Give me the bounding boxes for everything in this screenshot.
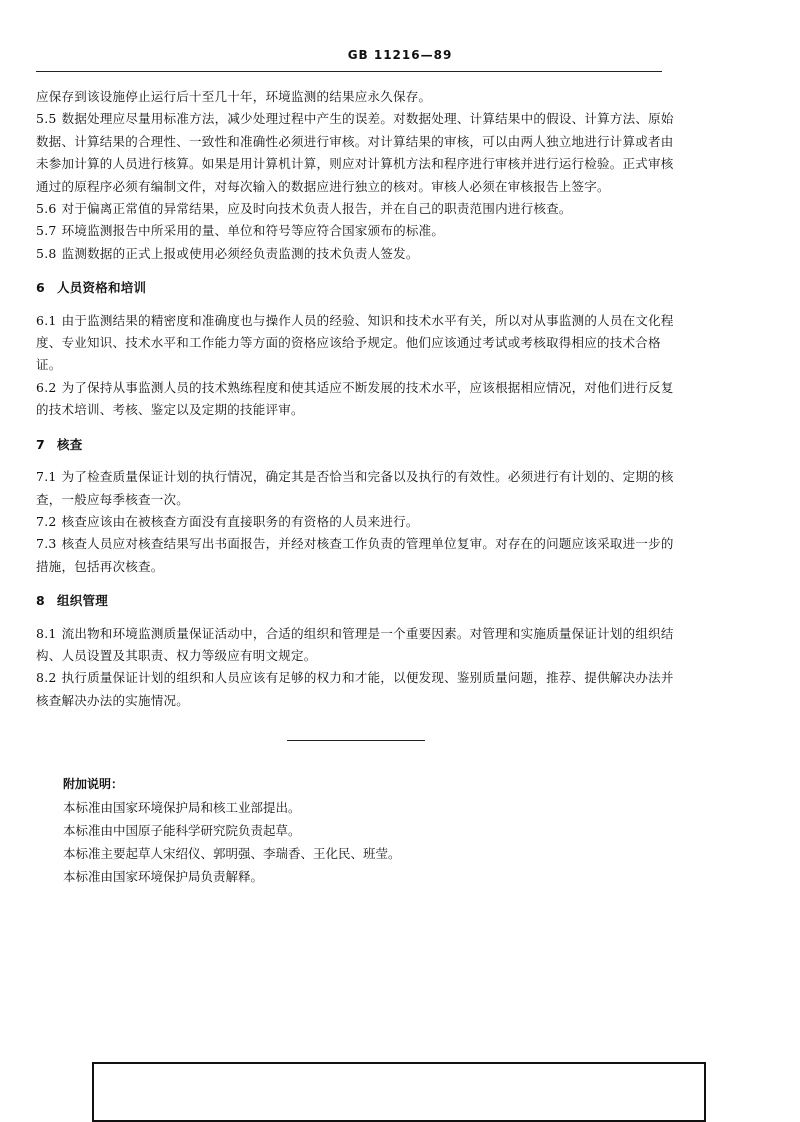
clause-number: 8.2 <box>36 670 57 686</box>
header-rule <box>36 71 662 72</box>
paragraph-8-2: 8.2 执行质量保证计划的组织和人员应该有足够的权力和才能，以便发现、鉴别质量问题，推荐、提供解决办法并核查解决办法的实施情况。 <box>36 670 674 708</box>
end-divider <box>287 740 425 741</box>
note-line: 本标准由国家环境保护局和核工业部提出。 <box>63 800 301 815</box>
paragraph-continuation: 应保存到该设施停止运行后十至几十年，环境监测的结果应永久保存。 <box>36 89 432 104</box>
paragraph-6-2: 6.2 为了保持从事监测人员的技术熟练程度和使其适应不断发展的技术水平，应该根据相应情况，对他们进行反复的技术培训、考核、鉴定以及定期的技能评审。 <box>36 379 674 418</box>
clause-number: 8.1 <box>36 625 57 641</box>
section-heading-6: 6 人员资格和培训 <box>36 280 147 296</box>
clause-number: 7.1 <box>36 469 57 485</box>
clause-number: 5.7 <box>36 223 57 239</box>
bottom-frame-box <box>92 1062 706 1122</box>
clause-number: 6.2 <box>36 379 57 395</box>
standard-number-header: GB 11216—89 <box>347 48 453 62</box>
paragraph-7-2: 7.2 核查应该由在被核查方面没有直接职务的有资格的人员来进行。 <box>36 513 419 529</box>
notes-title: 附加说明： <box>63 777 124 791</box>
paragraph-5-7: 5.7 环境监测报告中所采用的量、单位和符号等应符合国家颁布的标准。 <box>36 223 445 239</box>
note-line: 本标准由国家环境保护局负责解释。 <box>63 869 264 884</box>
clause-number: 5.5 <box>36 111 57 127</box>
section-heading-7: 7 核查 <box>36 436 83 452</box>
paragraph-6-1: 6.1 由于监测结果的精密度和准确度也与操作人员的经验、知识和技术水平有关，所以对从事监测的人员在文化程度、专业知识、技术水平和工作能力等方面的资格应该给予规定。他们应该通过考试或考核取得相应的技术合格证。 <box>36 312 674 373</box>
paragraph-5-6: 5.6 对于偏离正常值的异常结果，应及时向技术负责人报告，并在自己的职责范围内进行核查。 <box>36 201 572 217</box>
clause-number: 7.2 <box>36 513 57 529</box>
clause-number: 7.3 <box>36 536 57 552</box>
clause-number: 6.1 <box>36 312 57 328</box>
paragraph-5-8: 5.8 监测数据的正式上报或使用必须经负责监测的技术负责人签发。 <box>36 245 419 261</box>
paragraph-5-5: 5.5 数据处理应尽量用标准方法，减少处理过程中产生的误差。对数据处理、计算结果中的假设、计算方法、原始数据、计算结果的合理性、一致性和准确性必须进行审核。对计算结果的审核，可以由两人独立地进行计算或者由未参加计算的人员进行核算。如果是用计算机计算，则应对计算机方法和程序进行审核并进行运行检验。正式审核通过的原程序必须有编制文件，对每次输入的数据应进行独立的核对。审核人必须在审核报告上签字。 <box>36 111 674 194</box>
paragraph-7-1: 7.1 为了检查质量保证计划的执行情况，确定其是否恰当和完备以及执行的有效性。必须进行有计划的、定期的核查，一般应每季核查一次。 <box>36 469 674 507</box>
clause-number: 5.8 <box>36 245 57 261</box>
note-line: 本标准由中国原子能科学研究院负责起草。 <box>63 823 301 838</box>
additional-notes <box>63 773 663 888</box>
section-heading-8: 8 组织管理 <box>36 593 108 609</box>
document-body <box>36 86 676 712</box>
clause-number: 5.6 <box>36 201 57 217</box>
paragraph-8-1: 8.1 流出物和环境监测质量保证活动中，合适的组织和管理是一个重要因素。对管理和实施质量保证计划的组织结构、人员设置及其职责、权力等级应有明文规定。 <box>36 625 674 663</box>
paragraph-7-3: 7.3 核查人员应对核查结果写出书面报告，并经对核查工作负责的管理单位复审。对存在的问题应该采取进一步的措施，包括再次核查。 <box>36 536 674 574</box>
note-line: 本标准主要起草人宋绍仪、郭明强、李瑞香、王化民、班莹。 <box>63 846 401 861</box>
